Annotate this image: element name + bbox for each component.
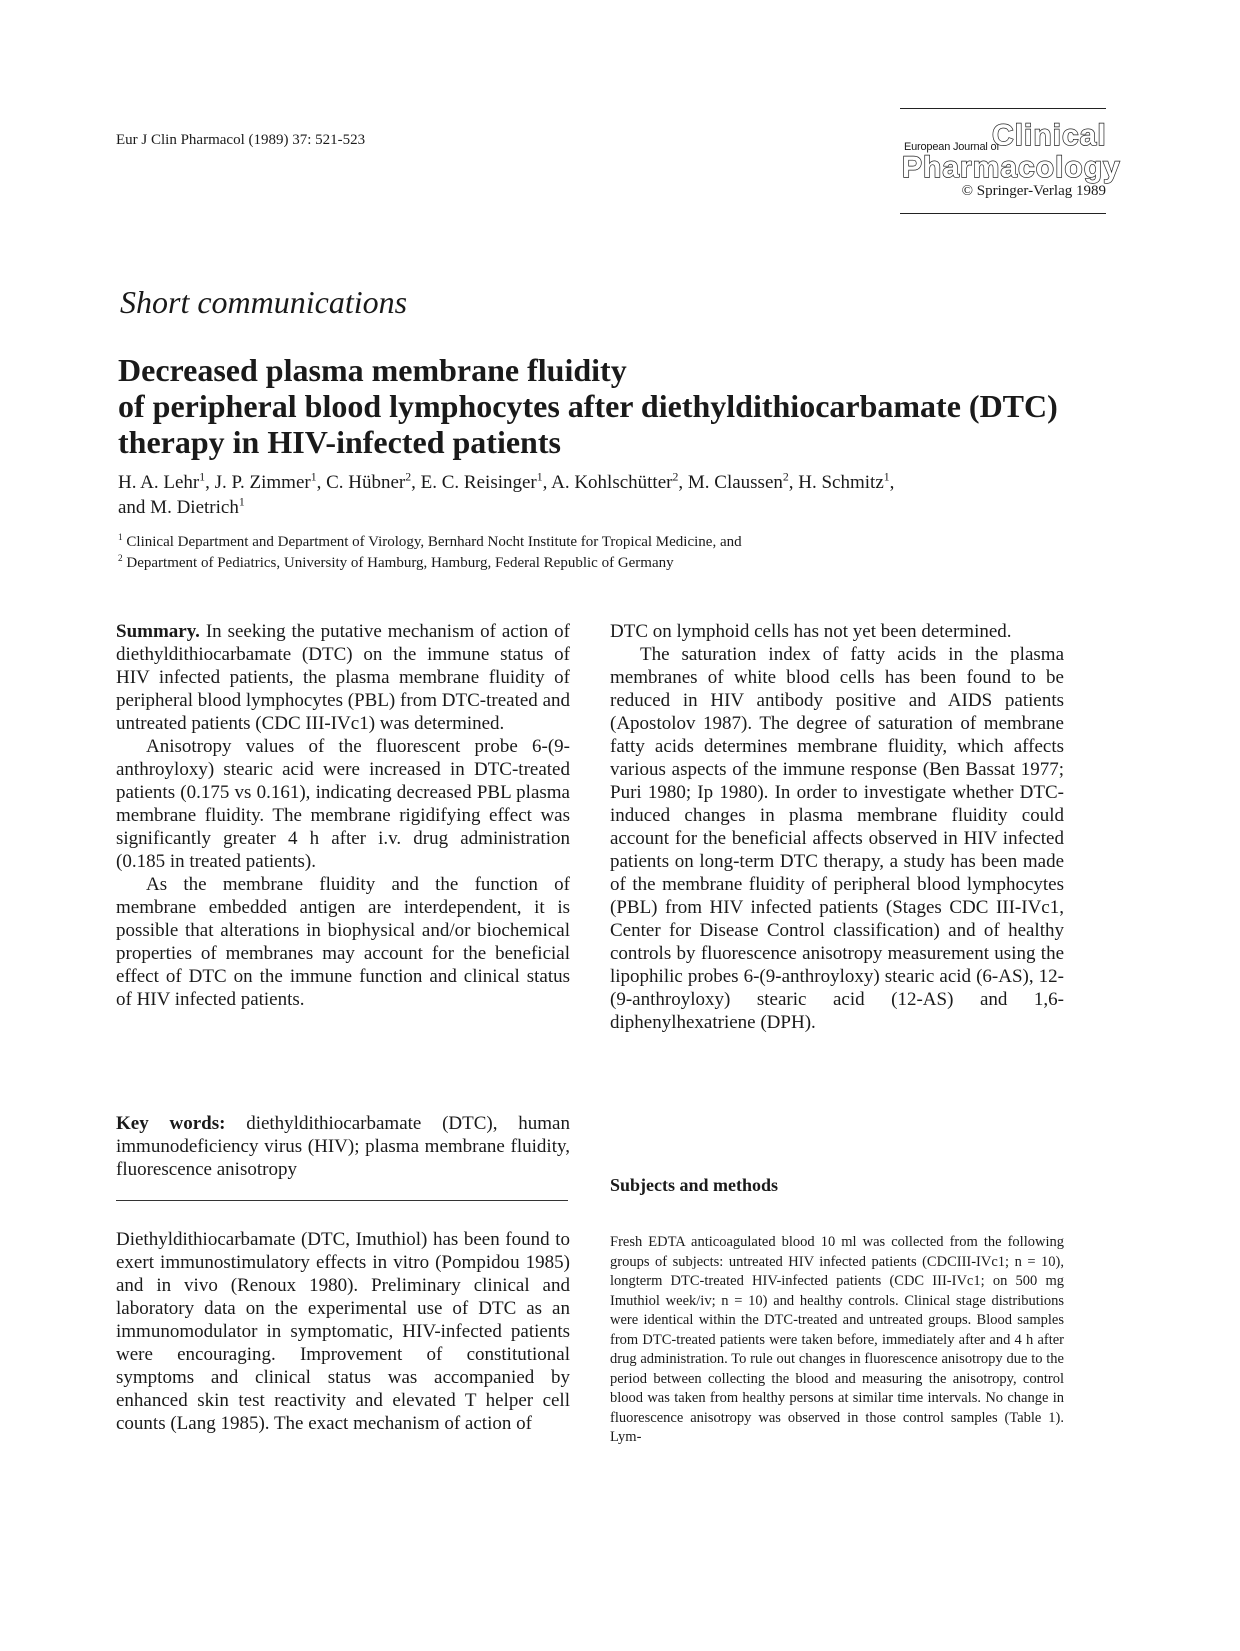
methods-section bbox=[610, 1174, 1064, 1197]
divider bbox=[116, 1200, 568, 1201]
affiliation-1: $^1$ Clinical Department and Department of Virology, Bernhard Nocht Institute for Tropical Medicine, and bbox=[118, 533, 742, 550]
affiliation-2: $^2$ Department of Pediatrics, University of Hamburg, Hamburg, Federal Republic of Germany bbox=[118, 554, 674, 571]
summary-label: Summary. bbox=[116, 621, 200, 642]
author: H. A. Lehr$^1$, bbox=[118, 470, 215, 493]
author: and M. Dietrich$^1$ bbox=[118, 495, 245, 518]
title-line-3: therapy in HIV-infected patients bbox=[118, 424, 561, 460]
journal-citation: Eur J Clin Pharmacol (1989) 37: 521-523 bbox=[116, 132, 366, 148]
right-paragraph-2: The saturation index of fatty acids in the plasma membranes of white blood cells has been found to be reduced in HIV antibody positive and AIDS patients (Apostolov 1987). The degree of saturation of membrane fatty acids determines membrane fluidity, which affects various aspects of the immune response (Ben Bassat 1977; Puri 1980; Ip 1980). In order to investigate whether DTC-induced changes in plasma membrane fluidity could account for the beneficial affects observed in HIV infected patients on long-term DTC therapy, a study has been made of the membrane fluidity of peripheral blood lymphocytes (PBL) from HIV infected patients (Stages CDC III-IVc1, Center for Disease Control classification) and of healthy controls by fluorescence anisotropy measurement using the lipophilic probes 6-(9-anthroyloxy) stearic acid (6-AS), 12-(9-anthroyloxy) stearic acid (12-AS) and 1,6-diphenylhexatriene (DPH). bbox=[610, 644, 1064, 1033]
methods-heading: Subjects and methods bbox=[610, 1175, 779, 1195]
author: M. Claussen$^2$, bbox=[687, 470, 799, 493]
affiliations bbox=[118, 532, 1118, 574]
keywords-label: Key words: bbox=[116, 1113, 226, 1134]
summary bbox=[116, 620, 570, 1011]
methods-text-block bbox=[610, 1233, 1064, 1448]
article-title bbox=[118, 352, 1118, 460]
author: C. Hübner$^2$, bbox=[326, 470, 421, 493]
summary-paragraph-1: Summary. In seeking the putative mechanism of action of diethyldithiocarbamate (DTC) on the immune status of HIV infected patients, the plasma membrane fluidity of peripheral blood lymphocytes (PBL) from DTC-treated and untreated patients (CDC III-IVc1) was determined. bbox=[116, 621, 571, 734]
author: H. Schmitz$^1$, bbox=[798, 470, 895, 493]
author: J. P. Zimmer$^1$, bbox=[214, 470, 327, 493]
journal-logo-word-clinical: Clinical bbox=[992, 119, 1107, 152]
author-list bbox=[118, 470, 1118, 520]
copyright: © Springer-Verlag 1989 bbox=[961, 183, 1106, 199]
journal-logo-word-pharmacology: Pharmacology bbox=[902, 151, 1121, 184]
keywords-text: diethyldithiocarbamate (DTC), human immunodeficiency virus (HIV); plasma membrane fluidity, fluorescence anisotropy bbox=[116, 1113, 570, 1180]
journal-logo-small-text: European Journal of bbox=[904, 141, 1000, 153]
right-column-body bbox=[610, 620, 1064, 1034]
methods-paragraph: Fresh EDTA anticoagulated blood 10 ml was collected from the following groups of subjects: untreated HIV infected patients (CDCIII-IVc1; n = 10), longterm DTC-treated HIV-infected patients (CDC III-IVc1; on 500 mg Imuthiol week/iv; n = 10) and healthy controls. Clinical stage distributions were identical within the DTC-treated and untreated groups. Blood samples from DTC-treated patients were taken before, immediately after and 4 h after drug administration. To rule out changes in fluorescence anisotropy due to the period between collecting the blood and measuring the anisotropy, control blood was taken from healthy persons at similar time intervals. No change in fluorescence anisotropy was observed in those control samples (Table 1). Lym- bbox=[610, 1234, 1064, 1445]
summary-paragraph-3: As the membrane fluidity and the function of membrane embedded antigen are interdependent, it is possible that alterations in biophysical and/or biochemical properties of membranes may account for the beneficial effect of DTC on the immune function and clinical status of HIV infected patients. bbox=[116, 874, 570, 1010]
author: E. C. Reisinger$^1$, bbox=[420, 470, 552, 493]
author: A. Kohlschütter$^2$, bbox=[551, 470, 688, 493]
title-line-1: Decreased plasma membrane fluidity bbox=[118, 352, 627, 388]
section-heading: Short communications bbox=[120, 284, 408, 320]
intro-paragraph: Diethyldithiocarbamate (DTC, Imuthiol) has been found to exert immunostimulatory effects in vitro (Pompidou 1985) and in vivo (Renoux 1980). Preliminary clinical and laboratory data on the experimental use of DTC as an immunomodulator in symptomatic, HIV-infected patients were encouraging. Improvement of constitutional symptoms and clinical status was accompanied by enhanced skin test reactivity and elevated T helper cell counts (Lang 1985). The exact mechanism of action of bbox=[116, 1229, 570, 1434]
introduction bbox=[116, 1228, 570, 1435]
title-line-2: of peripheral blood lymphocytes after diethyldithiocarbamate (DTC) bbox=[118, 388, 1058, 424]
right-paragraph-1: DTC on lymphoid cells has not yet been determined. bbox=[610, 621, 1012, 642]
journal-logo bbox=[900, 108, 1121, 214]
keywords bbox=[116, 1112, 570, 1181]
summary-paragraph-2: Anisotropy values of the fluorescent probe 6-(9-anthroyloxy) stearic acid were increased in DTC-treated patients (0.175 vs 0.161), indicating decreased PBL plasma membrane fluidity. The membrane rigidifying effect was significantly greater 4 h after i.v. drug administration (0.185 in treated patients). bbox=[116, 736, 570, 872]
